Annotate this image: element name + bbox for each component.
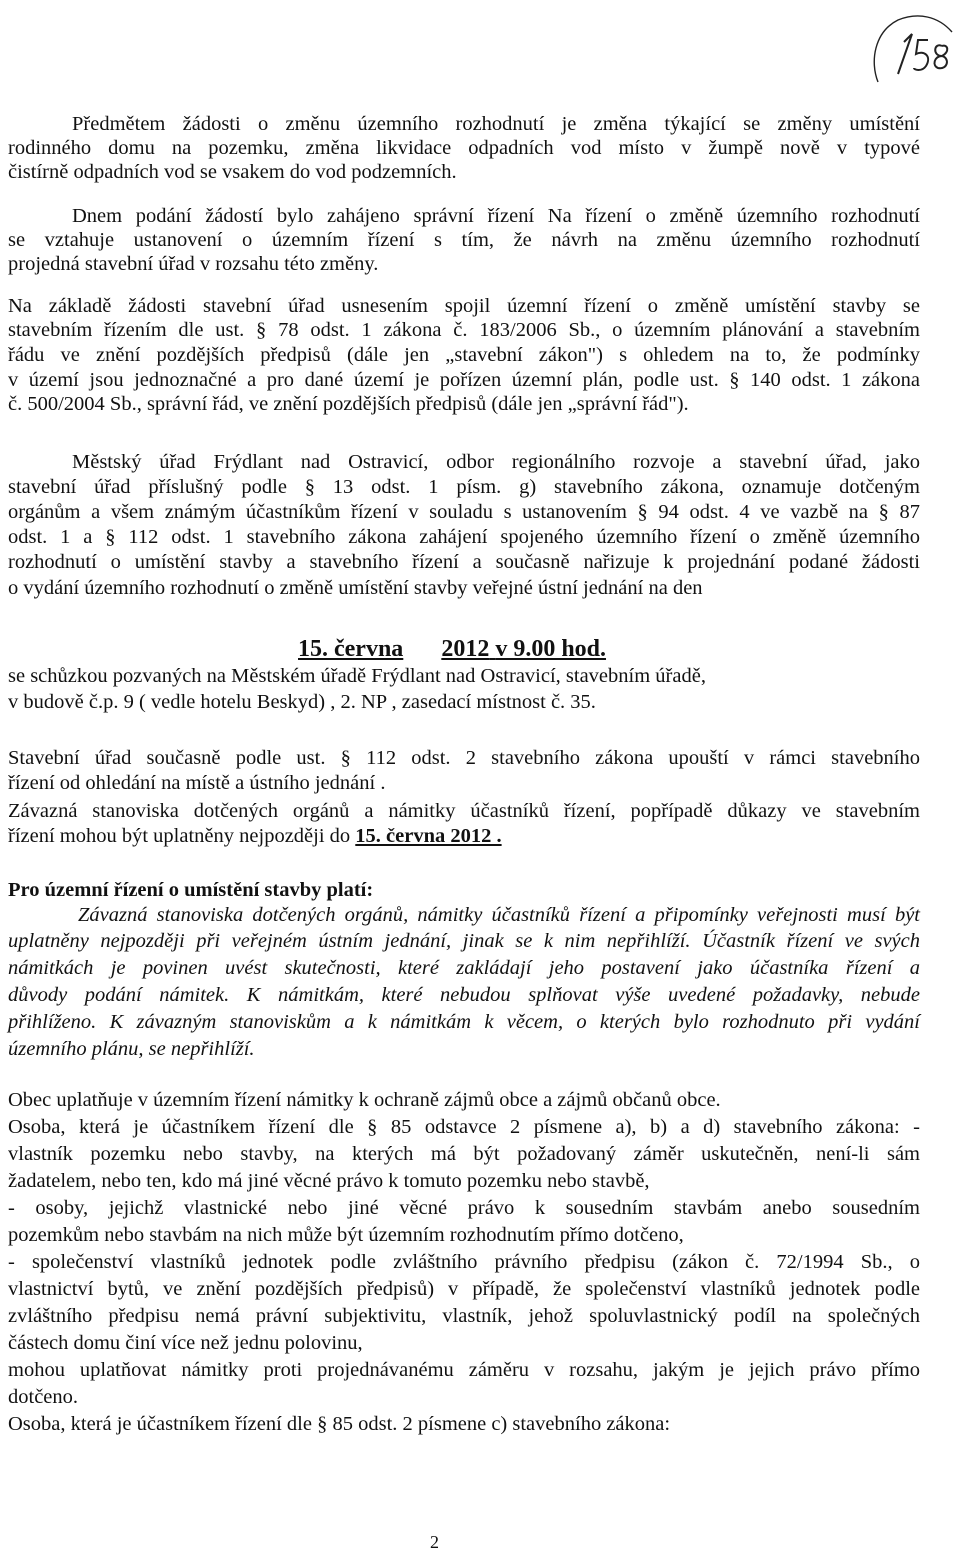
handwritten-page-number (868, 12, 956, 92)
paragraph-2-line-2: se vztahuje ustanovení o územním řízení s tím, že návrh na změnu územního rozhodnutí (8, 229, 920, 251)
paragraph-4-line-2: stavební úřad příslušný podle § 13 odst. 1 písm. g) stavebního zákona, oznamuje dotčeným (8, 476, 920, 498)
italic-paragraph-line-2: uplatněny nejpozději při veřejném ústním jednání, jinak se k nim nepřihlíží. Účastník řízení ve svých (8, 930, 920, 952)
paragraph-9-line-8: zvláštního předpisu nemá právní subjektivitu, vlastník, jehož spoluvlastnický podíl na společných (8, 1305, 920, 1327)
paragraph-3-line-3: řádu ve znění pozdějších předpisů (dále jen „stavební zákon") s ohledem na to, že podmínky (8, 344, 920, 366)
paragraph-7-line-1: Závazná stanoviska dotčených orgánů a námitky účastníků řízení, popřípadě důkazy ve stavebním (8, 800, 920, 822)
paragraph-9-line-2: vlastník pozemku nebo stavby, na kterých má být požadovaný záměr uskutečněn, není-li sám (8, 1143, 920, 1165)
paragraph-6-line-1: Stavební úřad současně podle ust. § 112 odst. 2 stavebního zákona upouští v rámci stavebního (8, 747, 920, 769)
handwritten-number-drawing (868, 12, 956, 92)
paragraph-9-line-11: dotčeno. (8, 1386, 79, 1408)
paragraph-9-line-6: - společenství vlastníků jednotek podle zvláštního právního předpisu (zákon č. 72/1994 Sb., o (8, 1251, 920, 1273)
paragraph-2-line-3: projedná stavební úřad v rozsahu této změny. (8, 253, 379, 275)
paragraph-9-line-5: pozemkům nebo stavbám na nich může být územním rozhodnutím přímo dotčeno, (8, 1224, 684, 1246)
hearing-time: v 9.00 hod. (495, 636, 607, 662)
paragraph-9-line-4: - osoby, jejichž vlastnické nebo jiné věcné právo k sousedním stavbám anebo sousedním (8, 1197, 920, 1219)
paragraph-2-line-1: Dnem podání žádostí bylo zahájeno správní řízení Na řízení o změně územního rozhodnutí (72, 205, 920, 227)
section-heading: Pro územní řízení o umístění stavby platí: (8, 879, 374, 901)
paragraph-8: Obec uplatňuje v územním řízení námitky k ochraně zájmů obce a zájmů občanů obce. (8, 1089, 721, 1111)
italic-paragraph-line-6: územního plánu, se nepřihlíží. (8, 1038, 255, 1060)
paragraph-9-line-7: vlastnictví bytů, ve znění pozdějších předpisů) v případě, že společenství vlastníků jednotek podle (8, 1278, 920, 1300)
page-number: 2 (430, 1532, 439, 1552)
hearing-day: 15. června (298, 636, 404, 662)
paragraph-4-line-4: odst. 1 a § 112 odst. 1 stavebního zákona zahájení spojeného územního řízení o změně územního (8, 526, 920, 548)
paragraph-7-line-2 (8, 824, 920, 848)
paragraph-9-line-1: Osoba, která je účastníkem řízení dle § 85 odstavce 2 písmene a), b) a d) stavebního zákona: - (8, 1116, 920, 1138)
paragraph-5-line-1: se schůzkou pozvaných na Městském úřadě Frýdlant nad Ostravicí, stavebním úřadě, (8, 665, 706, 687)
paragraph-4-line-6: o vydání územního rozhodnutí o změně umístění stavby veřejné ústní jednání na den (8, 577, 703, 599)
paragraph-10: Osoba, která je účastníkem řízení dle § 85 odst. 2 písmene c) stavebního zákona: (8, 1413, 671, 1435)
paragraph-6-line-2: řízení od ohledání na místě a ústního jednání . (8, 772, 386, 794)
italic-paragraph-line-4: důvody podání námitek. K námitkám, které nebudou splňovat výše uvedené požadavky, nebude (8, 984, 920, 1006)
paragraph-1-line-2: rodinného domu na pozemku, změna likvidace odpadních vod místo v žumpě nově v typové (8, 137, 920, 159)
paragraph-9-line-9: částech domu činí více než jednu polovinu, (8, 1332, 363, 1354)
hearing-date (298, 636, 606, 663)
paragraph-3-line-5: č. 500/2004 Sb., správní řád, ve znění pozdějších předpisů (dále jen „správní řád"). (8, 393, 689, 415)
italic-paragraph-line-3: námitkách je povinen uvést skutečnosti, které zakládají jeho postavení jako účastníka řízení a (8, 957, 920, 979)
paragraph-4-line-1: Městský úřad Frýdlant nad Ostravicí, odbor regionálního rozvoje a stavební úřad, jako (72, 451, 920, 473)
deadline-date: 15. června 2012 . (355, 825, 502, 847)
paragraph-3-line-1: Na základě žádosti stavební úřad usnesením spojil územní řízení o změně umístění stavby se (8, 295, 920, 317)
hearing-year: 2012 (441, 636, 490, 662)
paragraph-4-line-5: rozhodnutí o umístění stavby a stavebního řízení a současně nařizuje k projednání podané žádosti (8, 551, 920, 573)
paragraph-1-line-1: Předmětem žádosti o změnu územního rozhodnutí je změna týkající se změny umístění (72, 113, 920, 135)
paragraph-3-line-4: v území jsou jednoznačné a pro dané území je pořízen územní plán, podle ust. § 140 odst. 1 zákona (8, 369, 920, 391)
deadline-prefix: řízení mohou být uplatněny nejpozději do (8, 825, 356, 847)
paragraph-5-line-2: v budově č.p. 9 ( vedle hotelu Beskyd) , 2. NP , zasedací místnost č. 35. (8, 691, 596, 713)
paragraph-1-line-3: čistírně odpadních vod se vsakem do vod podzemních. (8, 161, 457, 183)
paragraph-4-line-3: orgánům a všem známým účastníkům řízení v souladu s ustanovením § 94 odst. 4 ve vazbě na § 87 (8, 501, 920, 523)
italic-paragraph-line-1: Závazná stanoviska dotčených orgánů, námitky účastníků řízení a připomínky veřejnosti musí být (78, 904, 920, 926)
italic-paragraph-line-5: přihlíženo. K závazným stanoviskům a k námitkám k věcem, o kterých bylo rozhodnuto při vydání (8, 1011, 920, 1033)
paragraph-3-line-2: stavebním řízením dle ust. § 78 odst. 1 zákona č. 183/2006 Sb., o územním plánování a stavebním (8, 319, 920, 341)
paragraph-9-line-10: mohou uplatňovat námitky proti projednávanému záměru v rozsahu, jakým je jejich právo přímo (8, 1359, 920, 1381)
paragraph-9-line-3: žadatelem, nebo ten, kdo má jiné věcné právo k tomuto pozemku nebo stavbě, (8, 1170, 650, 1192)
